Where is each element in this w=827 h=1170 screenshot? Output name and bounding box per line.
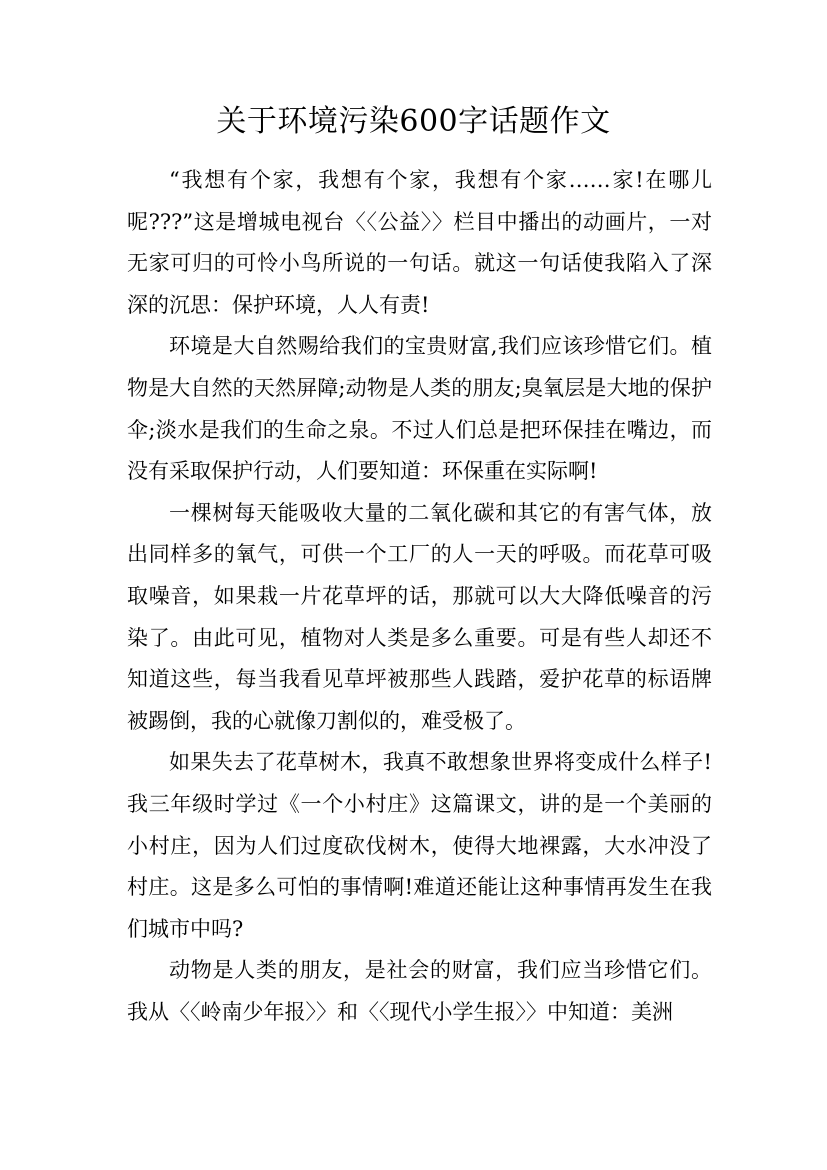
paragraph-5: 动物是人类的朋友，是社会的财富，我们应当珍惜它们。我从〈〈岭南少年报〉〉和〈〈现代小学生报〉〉中知道：美洲 — [127, 958, 712, 1024]
document-body — [127, 160, 712, 1033]
paragraph-3: 一棵树每天能吸收大量的二氧化碳和其它的有害气体，放出同样多的氧气，可供一个工厂的人一天的呼吸。而花草可吸取噪音，如果栽一片花草坪的话，那就可以大大降低噪音的污染了。由此可见，植物对人类是多么重要。可是有些人却还不知道这些，每当我看见草坪被那些人践踏，爱护花草的标语牌被踢倒，我的心就像刀割似的，难受极了。 — [127, 500, 712, 733]
document-title: 关于环境污染600字话题作文 — [216, 104, 611, 139]
paragraph-1: “我想有个家，我想有个家，我想有个家……家!在哪儿呢???”这是增城电视台〈〈公益〉〉栏目中播出的动画片，一对无家可归的可怜小鸟所说的一句话。就这一句话使我陷入了深深的沉思：保护环境，人人有责! — [127, 168, 712, 317]
paragraph-2: 环境是大自然赐给我们的宝贵财富,我们应该珍惜它们。植物是大自然的天然屏障;动物是人类的朋友;臭氧层是大地的保护伞;淡水是我们的生命之泉。不过人们总是把环保挂在嘴边，而没有采取保护行动，人们要知道：环保重在实际啊! — [127, 334, 712, 484]
paragraph-4: 如果失去了花草树木，我真不敢想象世界将变成什么样子!我三年级时学过《一个小村庄》这篇课文，讲的是一个美丽的小村庄，因为人们过度砍伐树木，使得大地裸露，大水冲没了村庄。这是多么可怕的事情啊!难道还能让这种事情再发生在我们城市中吗? — [127, 750, 712, 941]
